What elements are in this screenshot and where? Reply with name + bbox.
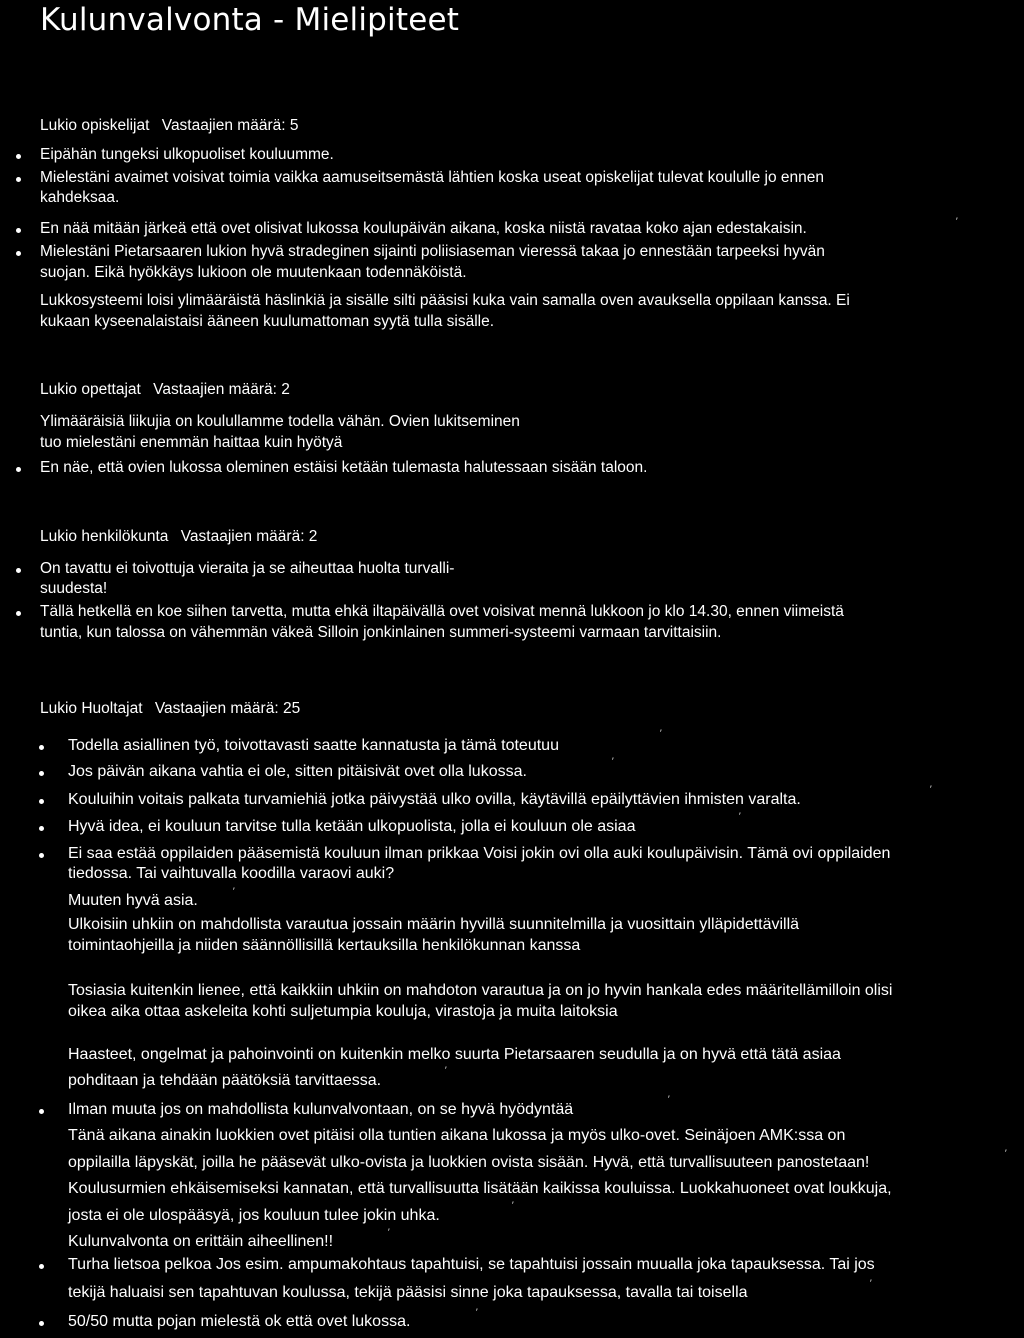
tick-icon: ′ <box>476 1307 478 1317</box>
tick-icon: ′ <box>233 886 235 896</box>
respondent-count: Vastaajien määrä: 2 <box>180 528 318 545</box>
comment-line: Haasteet, ongelmat ja pahoinvointi on kuitenkin melko suurta Pietarsaaren seudulla ja on hyvä että tätä asiaa <box>68 1046 841 1063</box>
comment-line: kahdeksaa. <box>40 189 120 206</box>
comment-line: Hyvä idea, ei kouluun tarvitse tulla ketään ulkopuolista, jolla ei kouluun ole asiaa <box>68 818 636 835</box>
bullet-icon <box>16 154 21 159</box>
bullet-icon <box>39 853 44 858</box>
comment-line: Kulunvalvonta on erittäin aiheellinen!! <box>68 1233 334 1250</box>
comment-line: On tavattu ei toivottuja vieraita ja se aiheuttaa huolta turvalli- <box>40 560 455 577</box>
tick-icon: ′ <box>930 784 932 794</box>
comment-line: Ulkoisiin uhkiin on mahdollista varautua jossain määrin hyvillä suunnitelmilla ja vuosittain ylläpidettävillä <box>68 916 800 933</box>
bullet-icon <box>39 1264 44 1269</box>
comment-line: Todella asiallinen työ, toivottavasti saatte kannatusta ja tämä toteutuu <box>68 737 559 754</box>
comment-line: Ylimääräisiä liikujia on koulullamme todella vähän. Ovien lukitseminen <box>40 413 520 430</box>
comment-line: pohditaan ja tehdään päätöksiä tarvittaessa. <box>68 1072 382 1089</box>
tick-icon: ′ <box>388 1227 390 1237</box>
group-name: Lukio henkilökunta <box>40 528 169 545</box>
comment-line: Eipähän tungeksi ulkopuoliset kouluumme. <box>40 146 334 163</box>
section-header-guardians <box>40 700 300 718</box>
comment-line: suojan. Eikä hyökkäys lukioon ole muutenkaan todennäköistä. <box>40 264 467 281</box>
respondent-count: Vastaajien määrä: 25 <box>154 700 301 717</box>
bullet-icon <box>16 251 21 256</box>
bullet-icon <box>16 467 21 472</box>
comment-line: tuntia, kun talossa on vähemmän väkeä Silloin jonkinlainen summeri-systeemi varmaan tarvittaisiin. <box>40 624 722 641</box>
comment-line: Ei saa estää oppilaiden pääsemistä kouluun ilman prikkaa Voisi jokin ovi olla auki koulupäivisin. Tämä ovi oppilaiden <box>68 845 891 862</box>
comment-line: Tänä aikana ainakin luokkien ovet pitäisi olla tuntien aikana lukossa ja myös ulko-ovet. Seinäjoen AMK:ssa on <box>68 1127 846 1144</box>
tick-icon: ′ <box>739 811 741 821</box>
bullet-icon <box>16 228 21 233</box>
comment-line: Mielestäni avaimet voisivat toimia vaikka aamuseitsemästä lähtien koska useat opiskelijat tulevat koululle jo ennen <box>40 169 825 186</box>
group-name: Lukio opiskelijat <box>40 117 150 134</box>
comment-line: Lukkosysteemi loisi ylimääräistä häslinkiä ja sisälle silti pääsisi kuka vain samalla oven avauksella oppilaan kanssa. Ei <box>40 292 850 309</box>
comment-line: Koulusurmien ehkäisemiseksi kannatan, että turvallisuutta lisätään kaikissa kouluissa. Luokkahuoneet ovat loukkuja, <box>68 1180 892 1197</box>
comment-line: Jos päivän aikana vahtia ei ole, sitten pitäisivät ovet olla lukossa. <box>68 763 527 780</box>
tick-icon: ′ <box>1005 1148 1007 1158</box>
section-header-students <box>40 117 298 135</box>
tick-icon: ′ <box>512 1200 514 1210</box>
bullet-icon <box>16 611 21 616</box>
comment-line: suudesta! <box>40 580 108 597</box>
comment-line: tuo mielestäni enemmän haittaa kuin hyötyä <box>40 434 343 451</box>
comment-line: Mielestäni Pietarsaaren lukion hyvä stradeginen sijainti poliisiaseman vieressä takaa jo ennestään tarpeeksi hyvän <box>40 243 825 260</box>
tick-icon: ′ <box>445 1065 447 1075</box>
bullet-icon <box>39 799 44 804</box>
comment-line: toimintaohjeilla ja niiden säännöllisillä kertauksilla henkilökunnan kanssa <box>68 937 581 954</box>
comment-line: oppilailla läpyskät, joilla he pääsevät ulko-ovista ja luokkien ovista sisään. Hyvä, että turvallisuuteen panostetaan! <box>68 1154 870 1171</box>
bullet-icon <box>16 568 21 573</box>
comment-line: tiedossa. Tai vaihtuvalla koodilla varaovi auki? <box>68 865 395 882</box>
page-title: Kulunvalvonta - Mielipiteet <box>40 2 460 38</box>
respondent-count: Vastaajien määrä: 5 <box>161 117 299 134</box>
bullet-icon <box>39 771 44 776</box>
comment-line: Ilman muuta jos on mahdollista kulunvalvontaan, on se hyvä hyödyntää <box>68 1101 574 1118</box>
bullet-icon <box>39 1321 44 1326</box>
section-header-staff <box>40 528 317 546</box>
comment-line: Muuten hyvä asia. <box>68 892 198 909</box>
comment-line: Tosiasia kuitenkin lienee, että kaikkiin uhkiin on mahdoton varautua ja on jo hyvin hankala edes määritellämilloin olisi <box>68 982 893 999</box>
comment-line: En nää mitään järkeä että ovet olisivat lukossa koulupäivän aikana, koska niistä ravataa koko ajan edestakaisin. <box>40 220 807 237</box>
bullet-icon <box>39 745 44 750</box>
group-name: Lukio Huoltajat <box>40 700 143 717</box>
bullet-icon <box>39 826 44 831</box>
comment-line: 50/50 mutta pojan mielestä ok että ovet lukossa. <box>68 1313 411 1330</box>
tick-icon: ′ <box>612 756 614 766</box>
comment-line: josta ei ole ulospääsyä, jos kouluun tulee jokin uhka. <box>68 1207 440 1224</box>
group-name: Lukio opettajat <box>40 381 141 398</box>
comment-line: Turha lietsoa pelkoa Jos esim. ampumakohtaus tapahtuisi, se tapahtuisi jossain muualla joka tapauksessa. Tai jos <box>68 1256 875 1273</box>
comment-line: En näe, että ovien lukossa oleminen estäisi ketään tulemasta halutessaan sisään taloon. <box>40 459 648 476</box>
tick-icon: ′ <box>870 1278 872 1288</box>
bullet-icon <box>16 177 21 182</box>
tick-icon: ′ <box>660 728 662 738</box>
respondent-count: Vastaajien määrä: 2 <box>153 381 290 398</box>
section-header-teachers <box>40 381 290 399</box>
bullet-icon <box>39 1109 44 1114</box>
comment-line: Kouluihin voitais palkata turvamiehiä jotka päivystää ulko ovilla, käytävillä epäilyttävien ihmisten varalta. <box>68 791 801 808</box>
tick-icon: ′ <box>668 1094 670 1104</box>
comment-line: tekijä haluaisi sen tapahtuvan koulussa, tekijä pääsisi sinne joka tapauksessa, tavalla tai toisella <box>68 1284 748 1301</box>
comment-line: Tällä hetkellä en koe siihen tarvetta, mutta ehkä iltapäivällä ovet voisivat mennä lukkoon jo klo 14.30, ennen viimeistä <box>40 603 844 620</box>
tick-icon: ′ <box>956 216 958 226</box>
comment-line: kukaan kyseenalaistaisi ääneen kuulumattoman syytä tulla sisälle. <box>40 313 495 330</box>
comment-line: oikea aika ottaa askeleita kohti suljetumpia kouluja, virastoja ja muita laitoksia <box>68 1003 618 1020</box>
